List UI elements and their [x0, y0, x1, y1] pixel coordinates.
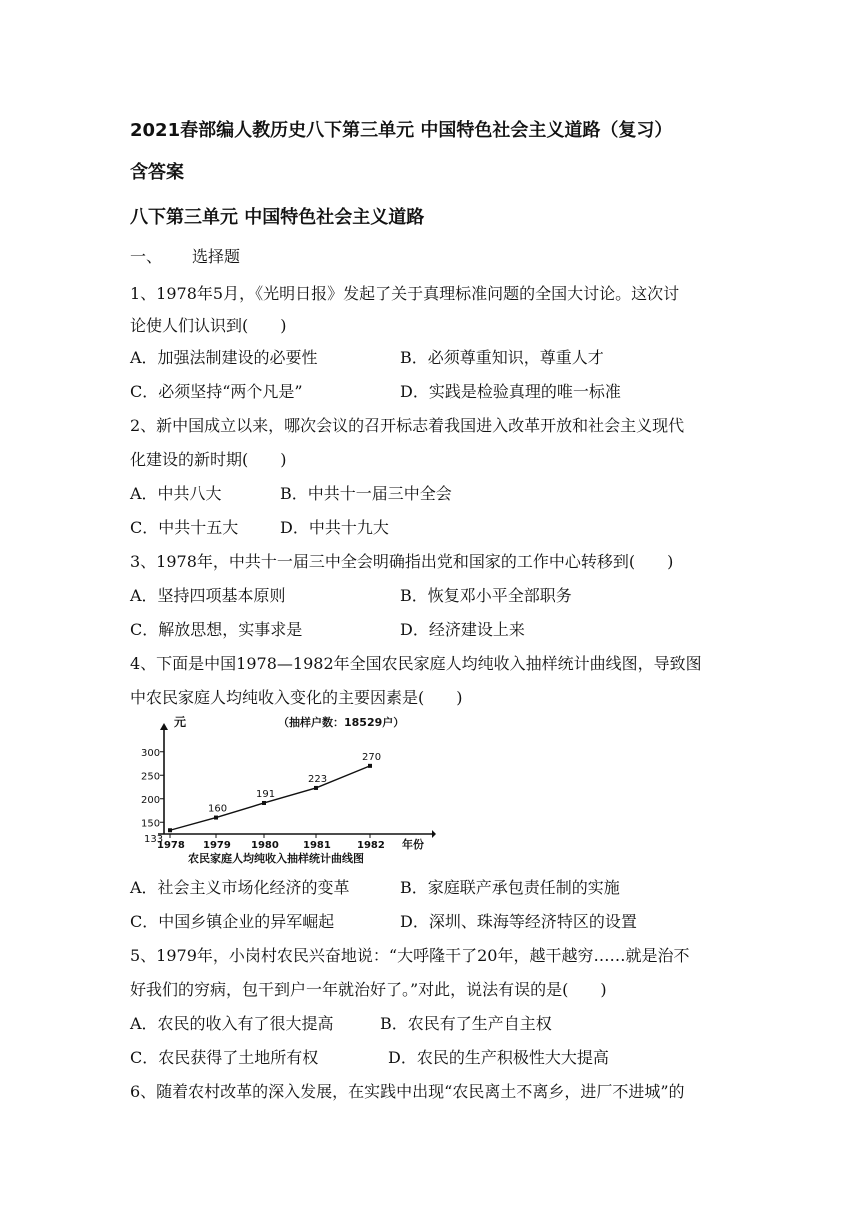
question-1-line-1: 1、1978年5月，《光明日报》发起了关于真理标准问题的全国大讨论。这次讨 [130, 284, 680, 303]
chart-data-point [168, 828, 172, 832]
question-5-option-c: C．农民获得了土地所有权 [130, 1048, 319, 1067]
question-2-line-2: 化建设的新时期( ) [130, 450, 287, 469]
question-3-option-c: C．解放思想，实事求是 [130, 620, 303, 639]
chart-x-tick-label: 1981 [303, 840, 331, 851]
question-4-option-a: A．社会主义市场化经济的变革 [130, 878, 350, 897]
chart-y-tick-label: 150 [141, 818, 161, 830]
section-number: 一、 [130, 247, 163, 266]
question-3-option-d: D．经济建设上来 [400, 620, 525, 639]
chart-x-tick-label: 1979 [203, 840, 231, 851]
chart-y-tick-label: 250 [141, 771, 161, 783]
question-6-line-1: 6、随着农村改革的深入发展，在实践中出现“农民离土不离乡，进厂不进城”的 [130, 1082, 685, 1101]
chart-data-label: 133 [144, 834, 164, 846]
question-3-option-b: B．恢复邓小平全部职务 [400, 586, 572, 605]
chart-x-tick-label: 1980 [251, 840, 279, 851]
chart-data-point [368, 764, 372, 768]
question-2-line-1: 2、新中国成立以来，哪次会议的召开标志着我国进入改革开放和社会主义现代 [130, 416, 685, 435]
income-line-chart [130, 712, 440, 868]
unit-heading: 八下第三单元 中国特色社会主义道路 [130, 207, 425, 228]
question-5-option-b: B．农民有了生产自主权 [380, 1014, 552, 1033]
chart-y-tick-label: 300 [141, 747, 161, 759]
chart-title: 农民家庭人均纯收入抽样统计曲线图 [188, 852, 364, 865]
question-2-option-d: D．中共十九大 [280, 518, 389, 537]
question-5-line-1: 5、1979年，小岗村农民兴奋地说：“大呼隆干了20年，越干越穷……就是治不 [130, 946, 690, 965]
question-3-option-a: A．坚持四项基本原则 [130, 586, 286, 605]
chart-sample-note: （抽样户数：18529户） [278, 716, 405, 729]
chart-data-point [262, 801, 266, 805]
chart-x-tick-label: 1978 [157, 840, 185, 851]
question-5-line-2: 好我们的穷病，包干到户一年就治好了。”对此，说法有误的是( ) [130, 980, 607, 999]
chart-data-label: 160 [208, 803, 228, 815]
chart-data-point [214, 816, 218, 820]
question-5-option-a: A．农民的收入有了很大提高 [130, 1014, 334, 1033]
question-4-option-c: C．中国乡镇企业的异军崛起 [130, 912, 335, 931]
chart-y-axis-arrow [160, 723, 168, 730]
question-2-option-a: A．中共八大 [130, 484, 222, 503]
question-4-option-b: B．家庭联产承包责任制的实施 [400, 878, 620, 897]
chart-xlabel: 年份 [402, 838, 424, 851]
question-1-option-d: D．实践是检验真理的唯一标准 [400, 382, 621, 401]
chart-data-label: 223 [308, 773, 328, 785]
chart-data-point [314, 786, 318, 790]
question-1-option-c: C．必须坚持“两个凡是” [130, 382, 303, 401]
question-3-line-1: 3、1978年，中共十一届三中全会明确指出党和国家的工作中心转移到( ) [130, 552, 674, 571]
question-4-option-d: D．深圳、珠海等经济特区的设置 [400, 912, 637, 931]
question-5-option-d: D．农民的生产积极性大大提高 [388, 1048, 609, 1067]
question-2-option-b: B．中共十一届三中全会 [280, 484, 452, 503]
question-2-option-c: C．中共十五大 [130, 518, 239, 537]
chart-data-label: 191 [256, 788, 276, 800]
chart-x-tick-label: 1982 [357, 840, 385, 851]
chart-ylabel: 元 [174, 715, 187, 729]
question-1-option-b: B．必须尊重知识，尊重人才 [400, 348, 604, 367]
document-title-line-2: 含答案 [130, 162, 184, 183]
chart-data-label: 270 [362, 751, 382, 763]
chart-y-tick-label: 200 [141, 794, 161, 806]
question-1-option-a: A．加强法制建设的必要性 [130, 348, 318, 367]
section-label: 选择题 [192, 247, 241, 266]
chart-x-axis-arrow [432, 830, 436, 838]
document-title-line-1: 2021春部编人教历史八下第三单元 中国特色社会主义道路（复习） [130, 120, 673, 141]
question-4-line-1: 4、下面是中国1978—1982年全国农民家庭人均纯收入抽样统计曲线图，导致图 [130, 654, 702, 673]
question-4-line-2: 中农民家庭人均纯收入变化的主要因素是( ) [130, 688, 463, 707]
question-1-line-2: 论使人们认识到( ) [130, 316, 287, 335]
